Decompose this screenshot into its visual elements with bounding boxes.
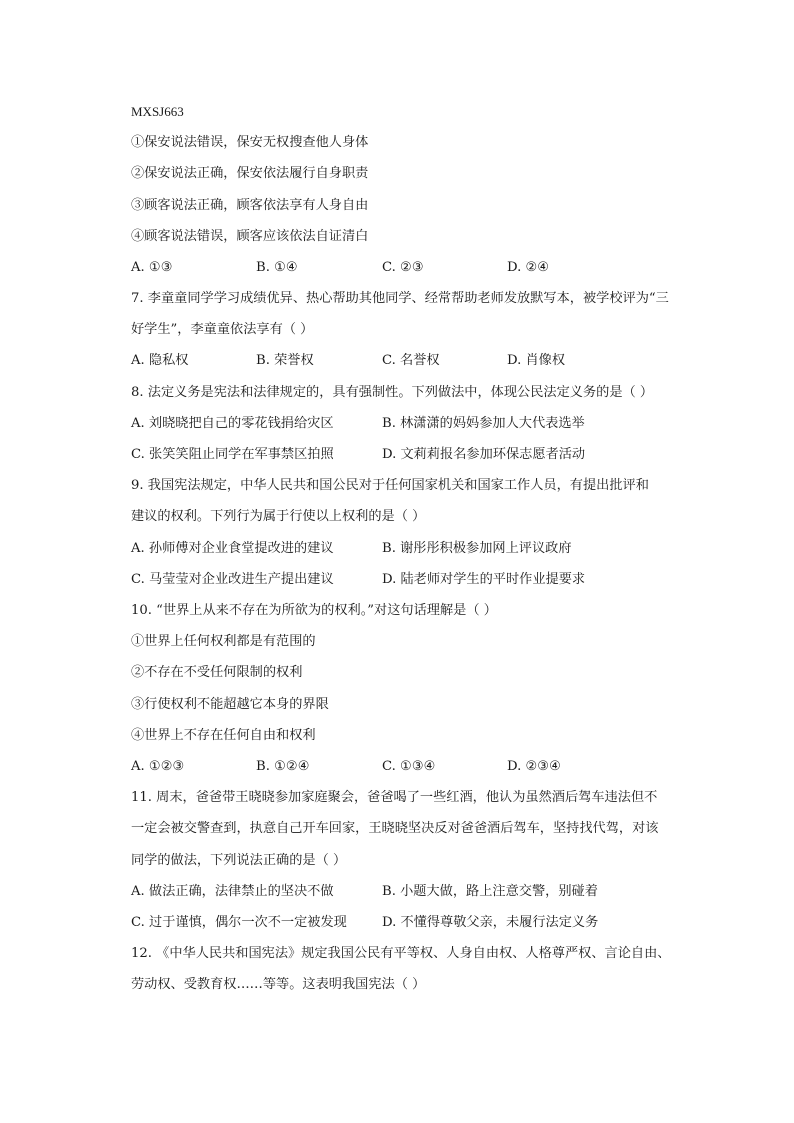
q9-option-a: A. 孙师傅对企业食堂提改进的建议 (131, 541, 334, 556)
q10-option-d: D. ②③④ (507, 759, 561, 774)
q7-option-a: A. 隐私权 (131, 353, 189, 368)
q7-stem-line-2: 好学生”，李童童依法享有（ ） (131, 322, 314, 337)
q8-option-b: B. 林潇潇的妈妈参加人大代表选举 (382, 416, 585, 431)
q11-option-c: C. 过于谨慎，偶尔一次不一定被发现 (131, 915, 347, 930)
q6-item-3: ③顾客说法正确，顾客依法享有人身自由 (131, 198, 369, 213)
q11-option-a: A. 做法正确，法律禁止的坚决不做 (131, 884, 334, 899)
q12-stem-line-1: 12. 《中华人民共和国宪法》规定我国公民有平等权、人身自由权、人格尊严权、言论自由、 (131, 946, 671, 961)
q11-stem-line-1: 11. 周末，爸爸带王晓晓参加家庭聚会，爸爸喝了一些红酒，他认为虽然酒后驾车违法但不 (131, 790, 658, 805)
q8-options-row-2 (131, 446, 731, 464)
document-code: MXSJ663 (131, 104, 184, 119)
q6-option-b: B. ①④ (256, 260, 298, 275)
q6-options (131, 259, 731, 277)
q7-options (131, 352, 731, 370)
q10-item-1: ①世界上任何权利都是有范围的 (131, 634, 316, 649)
q10-options (131, 758, 731, 776)
q9-option-b: B. 谢彤彤积极参加网上评议政府 (382, 541, 572, 556)
q11-options-row-1 (131, 883, 731, 901)
q7-option-b: B. 荣誉权 (256, 353, 314, 368)
q9-stem-line-2: 建议的权利。下列行为属于行使以上权利的是（ ） (131, 509, 426, 524)
q10-option-a: A. ①②③ (131, 759, 185, 774)
q8-option-a: A. 刘晓晓把自己的零花钱捐给灾区 (131, 416, 334, 431)
q10-option-b: B. ①②④ (256, 759, 310, 774)
q6-option-a: A. ①③ (131, 260, 173, 275)
q7-option-d: D. 肖像权 (507, 353, 566, 368)
q9-options-row-2 (131, 571, 731, 589)
q9-option-c: C. 马莹莹对企业改进生产提出建议 (131, 572, 334, 587)
q6-item-2: ②保安说法正确，保安依法履行自身职责 (131, 166, 369, 181)
q11-option-b: B. 小题大做，路上注意交警，别碰着 (382, 884, 598, 899)
q7-option-c: C. 名誉权 (382, 353, 440, 368)
q10-item-2: ②不存在不受任何限制的权利 (131, 665, 303, 680)
q9-option-d: D. 陆老师对学生的平时作业提要求 (382, 572, 586, 587)
q11-stem-line-3: 同学的做法，下列说法正确的是（ ） (131, 853, 347, 868)
q12-stem-line-2: 劳动权、受教育权……等等。这表明我国宪法（ ） (131, 977, 426, 992)
q6-item-1: ①保安说法错误，保安无权搜查他人身体 (131, 135, 369, 150)
q6-option-c: C. ②③ (382, 260, 424, 275)
q7-stem-line-1: 7. 李童童同学学习成绩优异、热心帮助其他同学、经常帮助老师发放默写本，被学校评为“三 (131, 291, 669, 306)
q9-options-row-1 (131, 540, 731, 558)
q8-stem-line-1: 8. 法定义务是宪法和法律规定的，具有强制性。下列做法中，体现公民法定义务的是（ ） (131, 385, 654, 400)
q9-stem-line-1: 9. 我国宪法规定，中华人民共和国公民对于任何国家机关和国家工作人员，有提出批评和 (131, 478, 649, 493)
q8-option-c: C. 张笑笑阻止同学在军事禁区拍照 (131, 447, 334, 462)
q10-item-3: ③行使权利不能超越它本身的界限 (131, 697, 329, 712)
q6-option-d: D. ②④ (507, 260, 550, 275)
q6-item-4: ④顾客说法错误，顾客应该依法自证清白 (131, 229, 369, 244)
q10-stem-line-1: 10. “世界上从来不存在为所欲为的权利。”对这句话理解是（ ） (131, 603, 497, 618)
q11-options-row-2 (131, 914, 731, 932)
q11-option-d: D. 不懂得尊敬父亲，未履行法定义务 (382, 915, 599, 930)
q11-stem-line-2: 一定会被交警查到，执意自己开车回家，王晓晓坚决反对爸爸酒后驾车，坚持找代驾，对该 (131, 821, 659, 836)
q10-option-c: C. ①③④ (382, 759, 436, 774)
q8-options-row-1 (131, 415, 731, 433)
q10-item-4: ④世界上不存在任何自由和权利 (131, 728, 316, 743)
q8-option-d: D. 文莉莉报名参加环保志愿者活动 (382, 447, 586, 462)
